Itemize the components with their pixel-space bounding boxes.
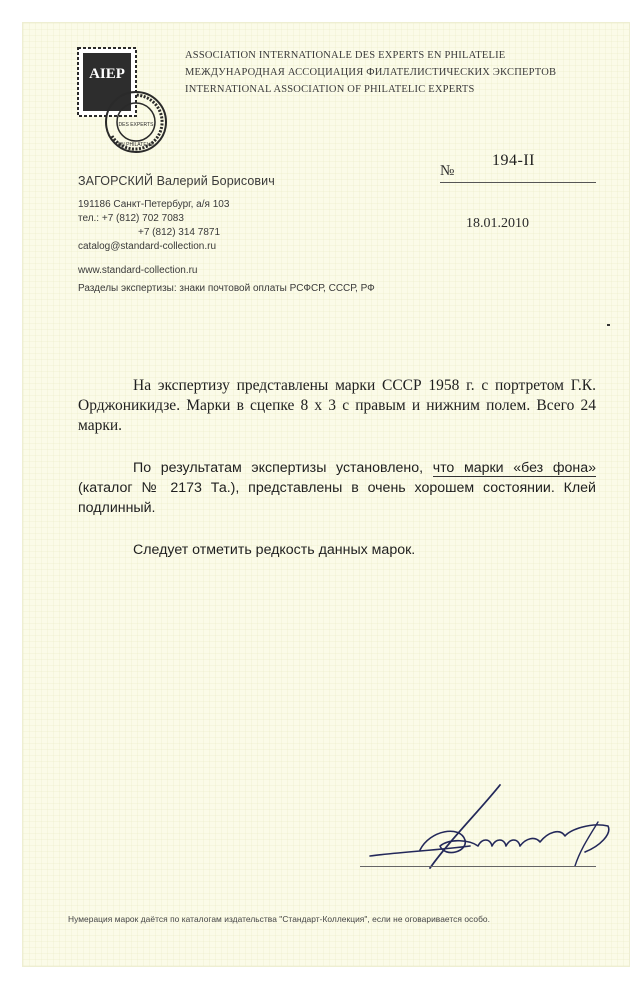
svg-text:EN PHILATELIE: EN PHILATELIE: [117, 142, 155, 148]
paragraph-submitted-stamps: На экспертизу представлены марки СССР 1958 г. с портретом Г.К. Орджоникидзе. Марки в сцепке 8 х 3 с правым и нижним полем. Всего 24 марки.: [78, 377, 596, 434]
certificate-number-label: №: [440, 163, 455, 179]
association-name-fr: ASSOCIATION INTERNATIONALE DES EXPERTS EN PHILATELIE: [185, 50, 506, 61]
phone-primary: тел.: +7 (812) 702 7083: [78, 213, 184, 224]
expertise-sections: Разделы экспертизы: знаки почтовой оплаты РСФСР, СССР, РФ: [78, 283, 375, 294]
association-names: [185, 47, 556, 98]
logo-text: AIEP: [89, 66, 125, 82]
findings-prefix: По результатам экспертизы установлено,: [133, 460, 433, 476]
certificate-number-underline: [440, 182, 596, 183]
association-name-ru: МЕЖДУНАРОДНАЯ АССОЦИАЦИЯ ФИЛАТЕЛИСТИЧЕСКИХ ЭКСПЕРТОВ: [185, 67, 557, 78]
certificate-number: 194-II: [492, 152, 535, 169]
catalog-numbering-note: Нумерация марок даётся по каталогам издательства "Стандарт-Коллекция", если не оговаривается особо.: [68, 914, 491, 924]
expert-signature: [360, 780, 620, 880]
association-name-en: INTERNATIONAL ASSOCIATION OF PHILATELIC EXPERTS: [185, 84, 475, 95]
scan-speck: [607, 324, 610, 326]
expert-name: ЗАГОРСКИЙ Валерий Борисович: [78, 174, 275, 188]
expertise-text: [78, 376, 596, 582]
expert-info: [78, 174, 375, 296]
paragraph-rarity: Следует отметить редкость данных марок.: [133, 542, 416, 558]
postal-address: 191186 Санкт-Петербург, а/я 103: [78, 199, 230, 210]
aiep-logo: [74, 44, 174, 156]
certificate-date: 18.01.2010: [466, 216, 529, 231]
phone-secondary: +7 (812) 314 7871: [138, 227, 221, 238]
paragraph-findings: [78, 458, 596, 518]
findings-suffix: (каталог № 2173 Та.), представлены в очень хорошем состоянии. Клей подлинный.: [78, 480, 596, 516]
findings-underlined: что марки «без фона»: [432, 460, 596, 476]
contact-details: [78, 198, 375, 296]
email-address: catalog@standard-collection.ru: [78, 241, 217, 252]
signature-line: [360, 866, 596, 867]
svg-text:DES EXPERTS: DES EXPERTS: [118, 122, 154, 128]
website-address: www.standard-collection.ru: [78, 265, 198, 276]
